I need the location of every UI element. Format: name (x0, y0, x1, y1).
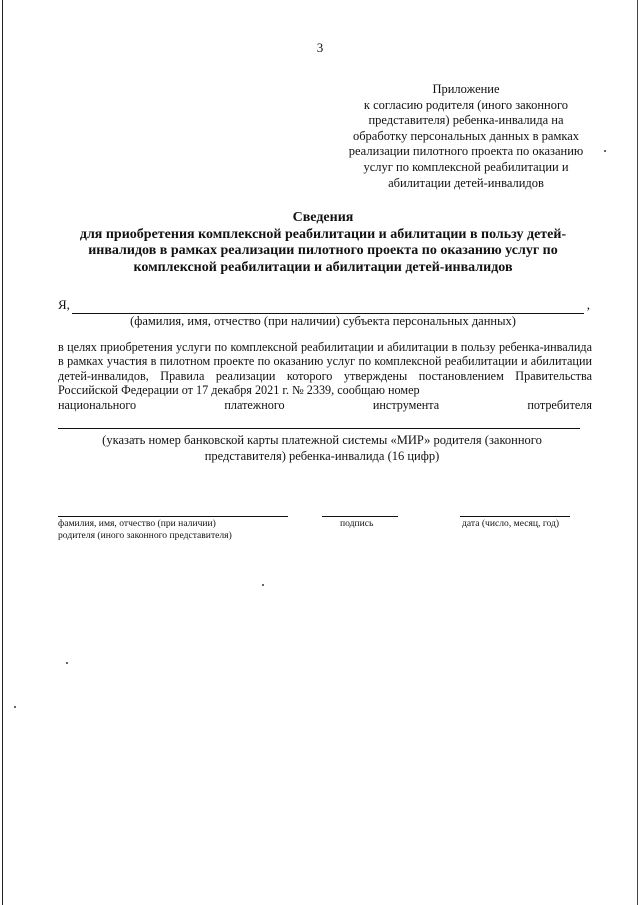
annex-line: представителя) ребенка-инвалида на (368, 113, 564, 128)
subject-name-caption: (фамилия, имя, отчество (при наличии) субъекта персональных данных) (130, 314, 516, 328)
subject-name-field (58, 297, 592, 315)
page-number: 3 (316, 40, 324, 55)
scan-speck (14, 706, 16, 708)
date-caption: дата (число, месяц, год) (462, 518, 560, 529)
ya-prefix: Я, (58, 297, 70, 312)
scan-edge-left (2, 0, 3, 905)
annex-line: обработку персональных данных в рамках (352, 128, 580, 143)
document-subtitle-line: инвалидов в рамках реализации пилотного проекта по оказанию услуг по (88, 243, 558, 258)
card-caption-line: представителя) ребенка-инвалида (16 цифр) (204, 448, 440, 463)
body-text: в целях приобретения услуги по комплексной реабилитации и абилитации в пользу ребенка-инвалида в рамках участия в пилотном проекте по оказанию услуг по комплексной реабилитации и абилитации детей-инвалидов, Правила реализации которого утверждены постановлением Правительства Российской Федерации от 17 декабря 2021 г. № 2339, сообщаю номер (58, 340, 592, 398)
signature-caption: подпись (340, 518, 374, 529)
scan-speck (262, 584, 264, 586)
scan-speck (66, 662, 68, 664)
body-paragraph (58, 340, 592, 412)
body-word: инструмента (372, 397, 440, 412)
parent-name-caption (58, 518, 232, 543)
ya-suffix: , (586, 297, 590, 312)
parent-name-caption-line: родителя (иного законного представителя) (58, 530, 232, 542)
body-word: потребителя (527, 397, 592, 412)
signature-underline (322, 516, 398, 517)
body-word: национального (58, 397, 137, 412)
date-underline (460, 516, 570, 517)
annex-line: абилитации детей-инвалидов (388, 175, 544, 190)
card-number-caption (90, 433, 554, 464)
scan-speck (604, 150, 606, 152)
scan-edge-right (637, 0, 638, 905)
document-subtitle-line: комплексной реабилитации и абилитации детей-инвалидов (133, 259, 513, 275)
annex-line: услуг по комплексной реабилитации и (363, 159, 569, 174)
annex-line: к согласию родителя (иного законного (363, 97, 569, 112)
body-last-line (58, 398, 592, 412)
annex-line: реализации пилотного проекта по оказанию (348, 144, 584, 159)
card-number-underline (58, 428, 580, 429)
card-caption-line: (указать номер банковской карты платежной системы «МИР» родителя (законного (102, 433, 542, 447)
document-title-block (56, 210, 590, 276)
document-subtitle-line: для приобретения комплексной реабилитации и абилитации в пользу детей- (79, 226, 567, 242)
body-word: платежного (224, 397, 285, 412)
parent-name-underline (58, 516, 288, 517)
parent-name-caption-line: фамилия, имя, отчество (при наличии) (58, 518, 216, 529)
annex-header (328, 82, 604, 191)
annex-line: Приложение (432, 82, 500, 96)
document-title: Сведения (292, 210, 354, 225)
